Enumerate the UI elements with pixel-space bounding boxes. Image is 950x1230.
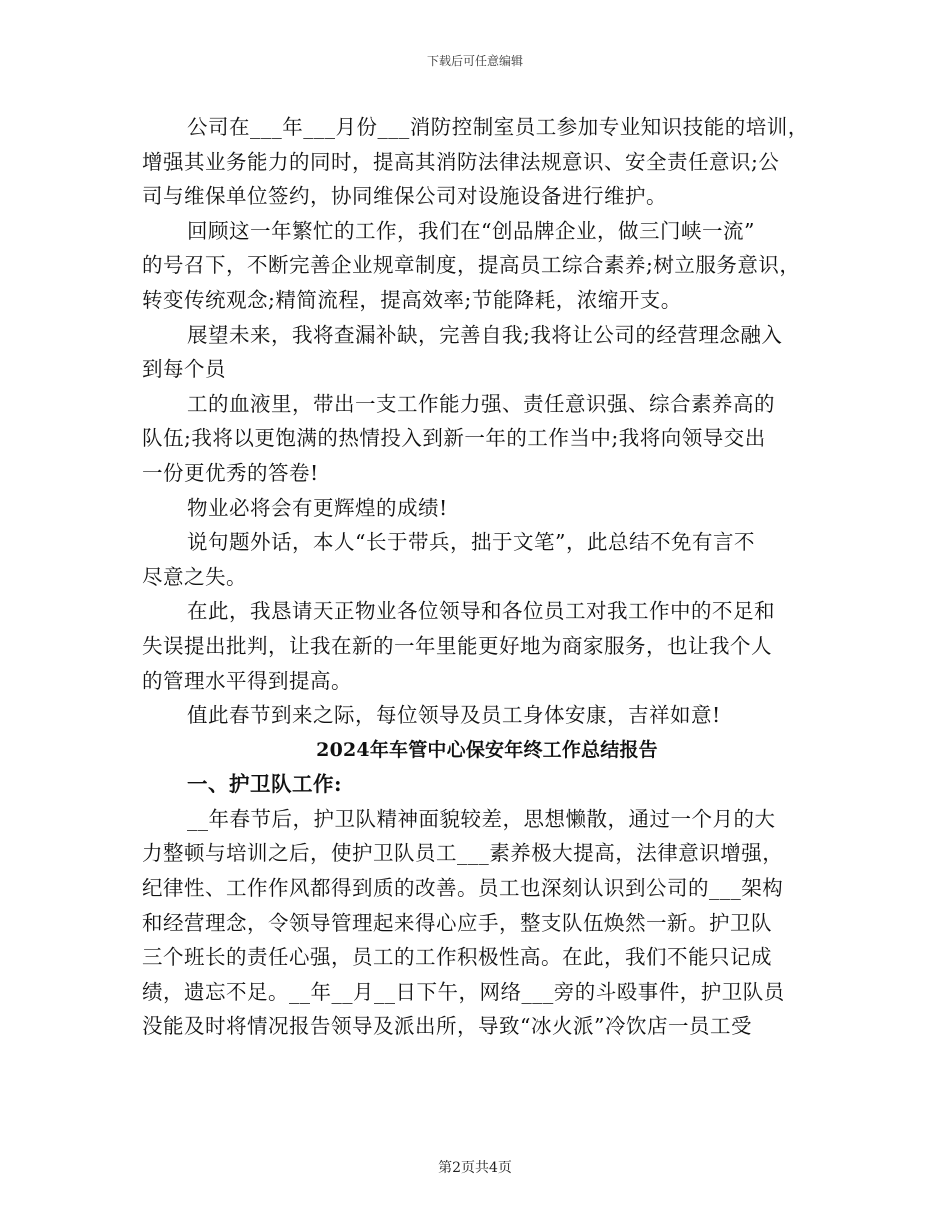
page-number-footer: 第2页共4页: [438, 1160, 512, 1176]
document-body: [142, 110, 809, 1044]
paragraph-line: 回顾这一年繁忙的工作，我们在“创品牌企业，做三门峡一流”: [187, 218, 755, 243]
paragraph-line: 队伍;我将以更饱满的热情投入到新一年的工作当中;我将向领导交出: [142, 426, 766, 451]
paragraph-line: 公司在___年___月份___消防控制室员工参加专业知识技能的培训，: [187, 115, 809, 139]
paragraph-line: 力整顿与培训之后，使护卫队员工___素养极大提高，法律意识增强，: [142, 841, 784, 866]
header-note: 下载后可任意编辑: [426, 54, 523, 68]
paragraph-line: 在此，我恳请天正物业各位领导和各位员工对我工作中的不足和: [187, 599, 775, 624]
paragraph-line: 的号召下，不断完善企业规章制度，提高员工综合素养;树立服务意识，: [142, 253, 801, 278]
paragraph-line: 失误提出批判，让我在新的一年里能更好地为商家服务，也让我个人: [142, 633, 772, 658]
paragraph-line: 没能及时将情况报告领导及派出所，导致“冰火派”冷饮店一员工受: [142, 1014, 752, 1039]
report-title: 2024年车管中心保安年终工作总结报告: [316, 738, 658, 761]
paragraph-line: 展望未来，我将查漏补缺，完善自我;我将让公司的经营理念融入: [187, 322, 783, 347]
paragraph-line: 增强其业务能力的同时，提高其消防法律法规意识、安全责任意识;公: [142, 149, 780, 174]
paragraph-line: 绩，遗忘不足。__年__月__日下午，网络___旁的斗殴事件，护卫队员: [142, 979, 785, 1004]
paragraph-line: 和经营理念，令领导管理起来得心应手，整支队伍焕然一新。护卫队: [142, 910, 772, 935]
paragraph-line: 三个班长的责任心强，员工的工作积极性高。在此，我们不能只记成: [142, 945, 772, 970]
section-heading: 一、护卫队工作:: [187, 772, 343, 797]
paragraph-line: 的管理水平得到提高。: [142, 668, 352, 693]
paragraph-line: 尽意之失。: [142, 564, 247, 589]
paragraph-line: 司与维保单位签约，协同维保公司对设施设备进行维护。: [142, 184, 667, 209]
paragraph-line: 转变传统观念;精简流程，提高效率;节能降耗，浓缩开支。: [142, 287, 682, 312]
paragraph-line: 说句题外话，本人“长于带兵，拙于文笔”，此总结不免有言不: [187, 530, 755, 555]
paragraph-line: 物业必将会有更辉煌的成绩!: [187, 495, 448, 520]
paragraph-line: 工的血液里，带出一支工作能力强、责任意识强、综合素养高的: [187, 391, 775, 416]
paragraph-line: __年春节后，护卫队精神面貌较差，思想懒散，通过一个月的大: [187, 806, 776, 831]
paragraph-line: 一份更优秀的答卷!: [142, 460, 319, 485]
paragraph-line: 纪律性、工作作风都得到质的改善。员工也深刻认识到公司的___架构: [142, 876, 784, 901]
paragraph-line: 值此春节到来之际，每位领导及员工身体安康，吉祥如意!: [187, 703, 721, 728]
paragraph-line: 到每个员: [142, 357, 226, 382]
